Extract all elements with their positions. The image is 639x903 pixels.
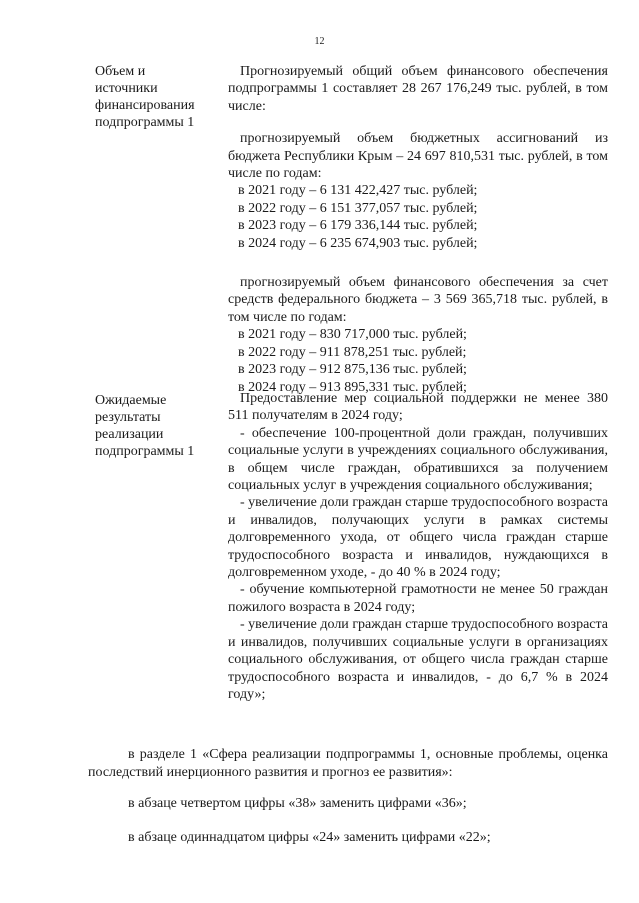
funding-label-line: подпрограммы 1	[95, 115, 195, 130]
federal-year-2024: в 2024 году – 913 895,331 тыс. рублей;	[238, 379, 467, 395]
funding-label-line: источники	[95, 81, 158, 96]
funding-label-line: финансирования	[95, 98, 195, 113]
funding-content	[228, 63, 608, 396]
spacer	[228, 115, 608, 130]
results-label-line: реализации	[95, 427, 164, 442]
results-item: - обучение компьютерной грамотности не менее 50 граждан пожилого возраста в 2024 году;	[228, 582, 608, 615]
results-item: Предоставление мер социальной поддержки не менее 380 511 получателям в 2024 году;	[228, 391, 608, 424]
crimea-year-2023: в 2023 году – 6 179 336,144 тыс. рублей;	[238, 218, 478, 234]
results-item: - увеличение доли граждан старше трудоспособного возраста и инвалидов, получивших социальные услуги в организациях социального обслуживания, от общего числа граждан старше трудоспособного возраста и инвалидов, - до 6,7 % в 2024 году»;	[228, 617, 608, 702]
spacer	[228, 252, 608, 274]
crimea-year-2024: в 2024 году – 6 235 674,903 тыс. рублей;	[238, 235, 478, 251]
results-label-line: подпрограммы 1	[95, 444, 195, 459]
crimea-year-2021: в 2021 году – 6 131 422,427 тыс. рублей;	[238, 183, 478, 199]
funding-intro: Прогнозируемый общий объем финансового обеспечения подпрограммы 1 составляет 28 267 176,249 тыс. рублей, в том числе:	[228, 64, 608, 114]
results-item: - увеличение доли граждан старше трудоспособного возраста и инвалидов, получающих услуги в рамках системы долговременного ухода, от общего числа граждан старше трудоспособного возраста и инвалидов, нуждающихся в долговременном уходе, - до 40 % в 2024 году;	[228, 495, 608, 581]
results-label-line: результаты	[95, 410, 161, 425]
results-label-line: Ожидаемые	[95, 393, 167, 408]
federal-year-2021: в 2021 году – 830 717,000 тыс. рублей;	[238, 327, 467, 343]
paragraph-eleventh-amendment: в абзаце одиннадцатом цифры «24» заменить цифрами «22»;	[128, 830, 491, 845]
federal-year-2022: в 2022 году – 911 878,251 тыс. рублей;	[238, 344, 467, 360]
federal-budget-text: прогнозируемый объем финансового обеспечения за счет средств федерального бюджета – 3 569 365,718 тыс. рублей, в том числе по годам:	[228, 275, 608, 325]
results-item: - обеспечение 100-процентной доли граждан, получивших социальные услуги в учреждениях социального обслуживания, в общем числе граждан, обратившихся за получением социальных услуг в учреждения социального обслуживания;	[228, 425, 608, 494]
results-content	[228, 390, 608, 703]
paragraph-fourth-amendment: в абзаце четвертом цифры «38» заменить цифрами «36»;	[128, 796, 467, 811]
section-intro-paragraph: в разделе 1 «Сфера реализации подпрограммы 1, основные проблемы, оценка последствий инерционного развития и прогноз ее развития»:	[88, 747, 608, 780]
federal-year-2023: в 2023 году – 912 875,136 тыс. рублей;	[238, 362, 467, 378]
crimea-year-2022: в 2022 году – 6 151 377,057 тыс. рублей;	[238, 200, 478, 216]
crimea-budget-text: прогнозируемый объем бюджетных ассигнований из бюджета Республики Крым – 24 697 810,531 тыс. рублей, в том числе по годам:	[228, 131, 608, 182]
funding-label-line: Объем и	[95, 64, 146, 79]
page-number: 12	[314, 36, 325, 47]
funding-label	[95, 63, 195, 131]
results-label	[95, 392, 194, 460]
